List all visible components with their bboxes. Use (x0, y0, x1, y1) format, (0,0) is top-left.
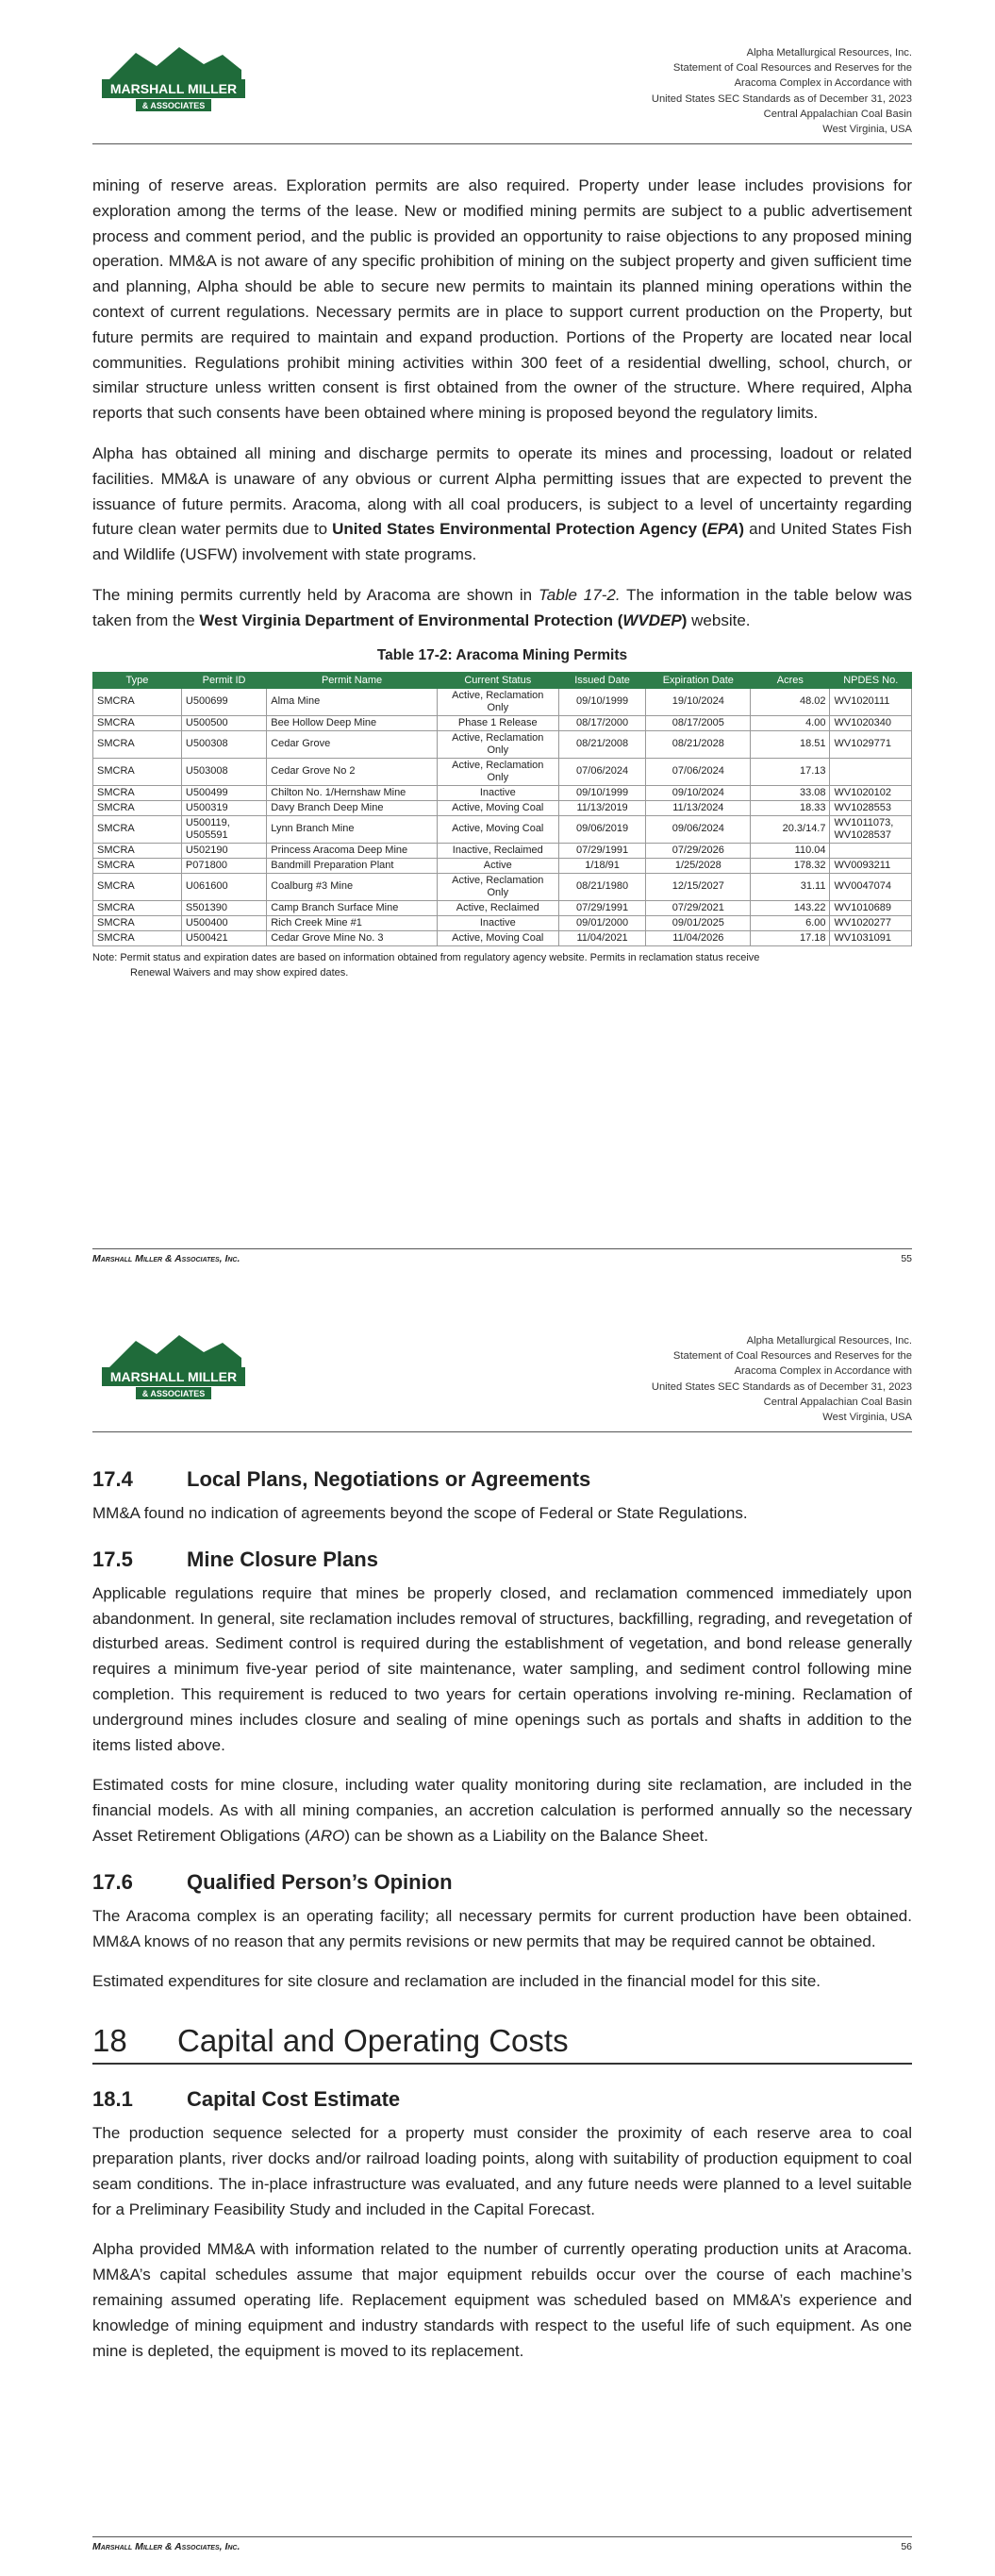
table-cell: 11/13/2019 (558, 800, 646, 815)
header-line: Statement of Coal Resources and Reserves for the (672, 1350, 912, 1363)
table-cell: Alma Mine (267, 688, 438, 715)
table-cell: U500500 (181, 715, 266, 730)
table-cell: Bee Hollow Deep Mine (267, 715, 438, 730)
header-line: Aracoma Complex in Accordance with (734, 77, 912, 90)
header-line: Statement of Coal Resources and Reserves for the (672, 62, 912, 75)
table-row (93, 858, 912, 873)
paragraph: The Aracoma complex is an operating facility; all necessary permits for current production have been obtained. MM&A knows of no reason that any permits revisions or new permits that may be required cannot be obtained. (92, 1906, 912, 1950)
header-line: United States SEC Standards as of December 31, 2023 (651, 1380, 912, 1393)
paragraph: Alpha has obtained all mining and discharge permits to operate its mines and processing, loadout or related facilities. MM&A is unaware of any obvious or current Alpha permitting issues that are expected to prevent the issuance of future permits. Aracoma, along with all coal producers, is subject to a level of uncertainty regarding future clean water permits due to United States Environmental Protection Agency (EPA) and United States Fish and Wildlife (USFW) involvement with state programs. (92, 443, 913, 564)
table-cell: Active (437, 858, 558, 873)
table-cell: SMCRA (93, 688, 182, 715)
paragraph: The mining permits currently held by Aracoma are shown in Table 17-2. The information in the table below was taken from the West Virginia Department of Environmental Protection (WVDEP) website. (92, 585, 912, 629)
table-cell: 20.3/14.7 (751, 815, 830, 843)
table-cell: SMCRA (93, 800, 182, 815)
table-cell: S501390 (181, 900, 266, 915)
table-cell: P071800 (181, 858, 266, 873)
table-cell: SMCRA (93, 730, 182, 758)
logo-text-top: MARSHALL MILLER (109, 1369, 238, 1384)
header-company: Alpha Metallurgical Resources, Inc. (746, 47, 912, 59)
table-cell: U500319 (181, 800, 266, 815)
table-cell: Active, Reclamation Only (437, 758, 558, 785)
page-number: 56 (901, 2541, 912, 2552)
header-text (652, 1333, 912, 1425)
table-cell: 178.32 (751, 858, 830, 873)
table-cell: Inactive (437, 785, 558, 800)
table-cell: 11/04/2026 (646, 930, 751, 945)
table-cell: Active, Reclaimed (437, 900, 558, 915)
table-cell: 11/13/2024 (646, 800, 751, 815)
table-row (93, 785, 912, 800)
table-cell: SMCRA (93, 858, 182, 873)
paragraph: Estimated expenditures for site closure and reclamation are included in the financial model for this site. (92, 1972, 821, 1991)
table-cell: WV1020277 (830, 915, 912, 930)
table-cell: Cedar Grove No 2 (267, 758, 438, 785)
table-row (93, 800, 912, 815)
table-body (93, 688, 912, 945)
column-header: Current Status (437, 672, 558, 688)
table-row (93, 730, 912, 758)
table-cell: U500421 (181, 930, 266, 945)
footer-company: Marshall Miller & Associates, Inc. (92, 2541, 240, 2552)
table-cell: 07/29/1991 (558, 843, 646, 858)
table-cell: 6.00 (751, 915, 830, 930)
table-cell: WV1020111 (830, 688, 912, 715)
section-heading: 17.5 Mine Closure Plans (92, 1547, 378, 1571)
table-cell: Davy Branch Deep Mine (267, 800, 438, 815)
header-line: Aracoma Complex in Accordance with (734, 1365, 912, 1378)
paragraph: Estimated costs for mine closure, including water quality monitoring during site reclamation, are included in the financial models. As with all mining companies, an accretion calculation is performed annually so the necessary Asset Retirement Obligations (ARO) can be shown as a Liability on the Balance Sheet. (92, 1776, 912, 1845)
page-footer (92, 2541, 912, 2552)
table-cell: U500499 (181, 785, 266, 800)
table-cell: Camp Branch Surface Mine (267, 900, 438, 915)
table-cell: U500699 (181, 688, 266, 715)
table-cell: 17.13 (751, 758, 830, 785)
table-cell: 09/06/2019 (558, 815, 646, 843)
table-cell: Active, Moving Coal (437, 800, 558, 815)
table-cell: Coalburg #3 Mine (267, 873, 438, 900)
table-row (93, 930, 912, 945)
page-header (92, 1328, 912, 1433)
table-cell: 4.00 (751, 715, 830, 730)
table-cell: SMCRA (93, 715, 182, 730)
table-cell: WV0093211 (830, 858, 912, 873)
table-cell (830, 758, 912, 785)
header-company: Alpha Metallurgical Resources, Inc. (746, 1335, 912, 1347)
table-cell: Active, Reclamation Only (437, 730, 558, 758)
table-cell: WV1029771 (830, 730, 912, 758)
table-row (93, 843, 912, 858)
table-cell: Active, Reclamation Only (437, 873, 558, 900)
table-cell: U500308 (181, 730, 266, 758)
table-cell: 08/21/1980 (558, 873, 646, 900)
table-cell: 08/17/2005 (646, 715, 751, 730)
table-row (93, 715, 912, 730)
paragraph: MM&A found no indication of agreements beyond the scope of Federal or State Regulations. (92, 1504, 748, 1522)
table-cell: SMCRA (93, 873, 182, 900)
table-cell: 07/06/2024 (646, 758, 751, 785)
table-cell: SMCRA (93, 815, 182, 843)
table-cell: Lynn Branch Mine (267, 815, 438, 843)
table-cell: SMCRA (93, 785, 182, 800)
table-cell: Bandmill Preparation Plant (267, 858, 438, 873)
table-cell: 1/18/91 (558, 858, 646, 873)
table-cell: WV0047074 (830, 873, 912, 900)
header-rule (92, 1431, 912, 1432)
table-cell: U502190 (181, 843, 266, 858)
table-cell: Inactive (437, 915, 558, 930)
table-cell: U500400 (181, 915, 266, 930)
table-cell: Rich Creek Mine #1 (267, 915, 438, 930)
logo-text-bottom: & ASSOCIATES (141, 101, 206, 110)
table-cell: Active, Moving Coal (437, 930, 558, 945)
table-cell: WV1010689 (830, 900, 912, 915)
table-row (93, 873, 912, 900)
header-rule (92, 143, 912, 144)
table-cell: 110.04 (751, 843, 830, 858)
table-cell: Phase 1 Release (437, 715, 558, 730)
table-cell: 17.18 (751, 930, 830, 945)
table-cell: 09/10/1999 (558, 785, 646, 800)
table-cell: Princess Aracoma Deep Mine (267, 843, 438, 858)
column-header: Expiration Date (646, 672, 751, 688)
table-cell: 08/17/2000 (558, 715, 646, 730)
table-cell: U061600 (181, 873, 266, 900)
table-cell: Chilton No. 1/Hernshaw Mine (267, 785, 438, 800)
table-cell: Active, Reclamation Only (437, 688, 558, 715)
column-header: Issued Date (558, 672, 646, 688)
table-cell: SMCRA (93, 915, 182, 930)
table-cell: Inactive, Reclaimed (437, 843, 558, 858)
company-logo (98, 1330, 249, 1403)
column-header: NPDES No. (830, 672, 912, 688)
table-row (93, 815, 912, 843)
table-cell: 07/29/1991 (558, 900, 646, 915)
header-line: West Virginia, USA (822, 1412, 912, 1424)
footer-rule (92, 2536, 912, 2537)
page-footer (92, 1253, 912, 1264)
table-cell: 12/15/2027 (646, 873, 751, 900)
table-row (93, 915, 912, 930)
table-cell: SMCRA (93, 930, 182, 945)
section-heading: 17.6 Qualified Person’s Opinion (92, 1869, 453, 1894)
paragraph: mining of reserve areas. Exploration permits are also required. Property under lease includes provisions for exploration among the terms of the lease. New or modified mining permits are subject to a public advertisement process and comment period, and the public is provided an opportunity to raise objections to any proposed mining operation. MM&A is not aware of any specific prohibition of mining on the subject property and given sufficient time and planning, Alpha should be able to secure new permits to maintain its planned mining operations within the context of current regulations. Necessary permits are in place to support current production on the Property, but future permits are required to maintain and expand production. Portions of the Property are located near local communities. Regulations prohibit mining activities within 300 feet of a residential dwelling, school, church, or similar structure unless written consent is first obtained from the owner of the structure. Where required, Alpha reports that such consents have been obtained where mining is proposed beyond the regulatory limits. (92, 176, 912, 423)
header-line: United States SEC Standards as of December 31, 2023 (651, 92, 912, 105)
table-cell: Cedar Grove Mine No. 3 (267, 930, 438, 945)
table-cell: 09/10/2024 (646, 785, 751, 800)
table-cell: 33.08 (751, 785, 830, 800)
table-row (93, 688, 912, 715)
table-cell: 07/29/2021 (646, 900, 751, 915)
footer-company: Marshall Miller & Associates, Inc. (92, 1253, 240, 1264)
table-note: Note: Permit status and expiration dates are based on information obtained from regulatory agency website. Permits in reclamation status receive Renewal Waivers and may show expired dates. (92, 951, 760, 979)
header-text (652, 45, 912, 137)
table-cell: 09/01/2000 (558, 915, 646, 930)
column-header: Permit ID (181, 672, 266, 688)
permits-table (92, 672, 912, 946)
header-line: Central Appalachian Coal Basin (763, 108, 912, 120)
table-cell: 09/06/2024 (646, 815, 751, 843)
chapter-heading: 18 Capital and Operating Costs (92, 2023, 912, 2065)
column-header: Type (93, 672, 182, 688)
column-header: Acres (751, 672, 830, 688)
table-cell: WV1020340 (830, 715, 912, 730)
table-cell: 08/21/2008 (558, 730, 646, 758)
page-number: 55 (901, 1253, 912, 1264)
table-cell: SMCRA (93, 843, 182, 858)
table-cell: 11/04/2021 (558, 930, 646, 945)
table-cell: U500119, U505591 (181, 815, 266, 843)
column-header: Permit Name (267, 672, 438, 688)
section-heading: 17.4 Local Plans, Negotiations or Agreements (92, 1467, 591, 1491)
header-line: Central Appalachian Coal Basin (763, 1396, 912, 1408)
table-row (93, 758, 912, 785)
table-cell: Cedar Grove (267, 730, 438, 758)
table-cell: 08/21/2028 (646, 730, 751, 758)
table-cell: 18.33 (751, 800, 830, 815)
section-heading: 18.1 Capital Cost Estimate (92, 2087, 401, 2112)
paragraph: Applicable regulations require that mines be properly closed, and reclamation commenced immediately upon abandonment. In general, site reclamation includes removal of structures, backfilling, regrading, and revegetation of disturbed areas. Sediment control is required during the establishment of vegetation, and bond release generally requires a minimum five-year period of site maintenance, water sampling, and sediment control following mine completion. This requirement is reduced to two years for certain operations involving re-mining. Reclamation of underground mines includes closure and sealing of mine openings such as portals and shafts in addition to the items listed above. (92, 1583, 912, 1754)
table-cell: 143.22 (751, 900, 830, 915)
company-logo (98, 42, 249, 115)
paragraph: The production sequence selected for a property must consider the proximity of each reserve area to coal preparation plants, river docks and/or railroad loading points, along with suitability of production equipment to coal seam conditions. The in-place infrastructure was evaluated, and any future needs were planned to a level suitable for a Preliminary Feasibility Study and included in the Capital Forecast. (92, 2124, 912, 2218)
table-cell: WV1020102 (830, 785, 912, 800)
table-cell: 09/10/1999 (558, 688, 646, 715)
table-cell: WV1031091 (830, 930, 912, 945)
table-cell: Active, Moving Coal (437, 815, 558, 843)
table-cell: 07/06/2024 (558, 758, 646, 785)
table-cell: SMCRA (93, 758, 182, 785)
logo-text-top: MARSHALL MILLER (109, 81, 238, 96)
page-56 (0, 1288, 995, 2576)
logo-text-bottom: & ASSOCIATES (141, 1389, 206, 1398)
table-cell: 31.11 (751, 873, 830, 900)
table-header-row (93, 672, 912, 688)
table-cell: SMCRA (93, 900, 182, 915)
table-row (93, 900, 912, 915)
table-cell (830, 843, 912, 858)
paragraph: Alpha provided MM&A with information related to the number of currently operating production units at Aracoma. MM&A’s capital schedules assume that major equipment rebuilds occur over the course of each machine’s remaining assumed operating life. Replacement equipment was scheduled based on MM&A’s experience and knowledge of mining equipment and industry standards with respect to the useful life of such equipment. As one mine is depleted, the equipment is moved to its replacement. (92, 2240, 912, 2360)
table-cell: WV1028553 (830, 800, 912, 815)
table-caption: Table 17-2: Aracoma Mining Permits (376, 646, 628, 663)
table-cell: 18.51 (751, 730, 830, 758)
table-cell: U503008 (181, 758, 266, 785)
table-cell: 07/29/2026 (646, 843, 751, 858)
header-line: West Virginia, USA (822, 124, 912, 136)
table-cell: WV1011073, WV1028537 (830, 815, 912, 843)
page-header (92, 40, 912, 145)
footer-rule (92, 1248, 912, 1249)
table-cell: 09/01/2025 (646, 915, 751, 930)
table-cell: 1/25/2028 (646, 858, 751, 873)
table-cell: 19/10/2024 (646, 688, 751, 715)
table-cell: 48.02 (751, 688, 830, 715)
